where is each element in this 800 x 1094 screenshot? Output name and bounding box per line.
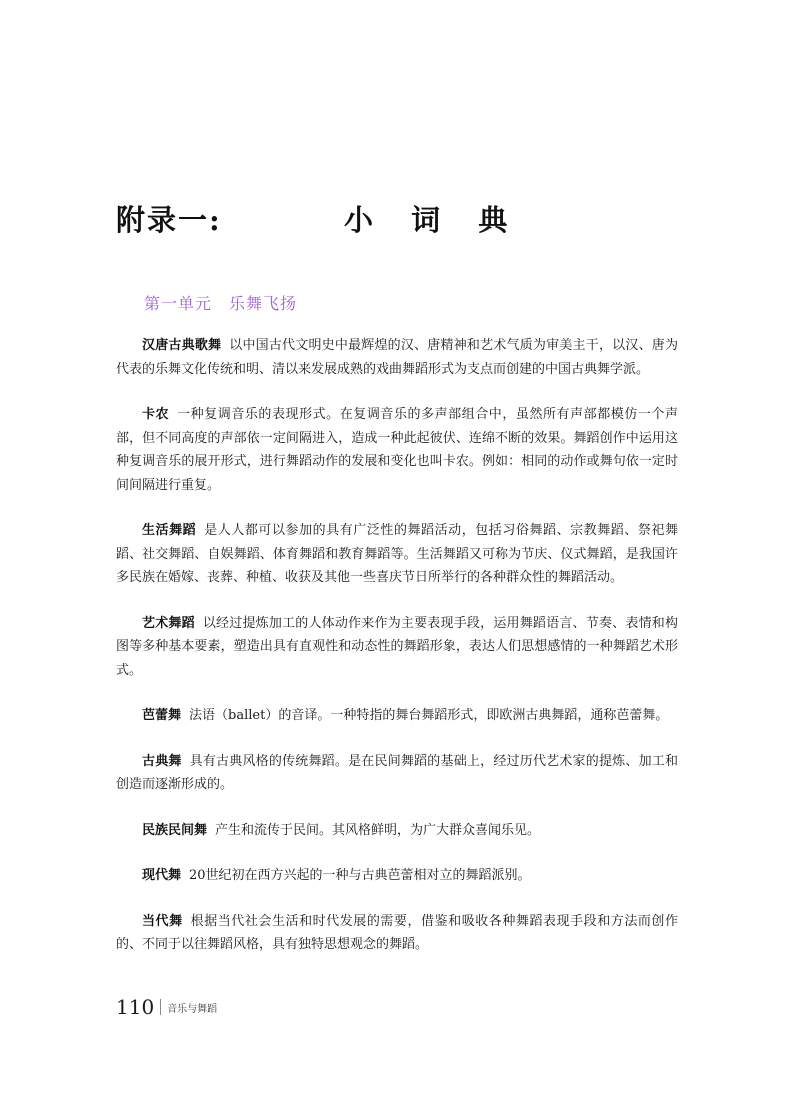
glossary-entry — [116, 864, 678, 888]
entry-term: 汉唐古典歌舞 — [142, 338, 222, 353]
entry-term: 古典舞 — [142, 753, 182, 769]
entry-definition: 根据当代社会生活和时代发展的需要，借鉴和吸收各种舞蹈表现手段和方法而创作的、不同于以往舞蹈风格，具有独特思想观念的舞蹈。 — [116, 913, 678, 952]
glossary-entry — [116, 910, 678, 957]
entry-definition: 以中国古代文明史中最辉煌的汉、唐精神和艺术气质为审美主干，以汉、唐为代表的乐舞文化传统和明、清以来发展成熟的戏曲舞蹈形式为支点而创建的中国古典舞学派。 — [116, 338, 678, 377]
glossary-entry — [116, 403, 678, 497]
glossary-entry — [116, 750, 678, 797]
glossary-entry — [116, 334, 678, 381]
unit-heading: 第一单元 乐舞飞扬 — [144, 294, 298, 313]
appendix-title: 小 词 典 — [344, 203, 522, 237]
entry-term: 艺术舞蹈 — [142, 615, 195, 631]
footer-divider — [160, 999, 161, 1015]
entry-definition: 20世纪初在西方兴起的一种与古典芭蕾相对立的舞蹈派别。 — [189, 868, 531, 883]
entry-term: 卡农 — [142, 407, 170, 422]
page-footer — [116, 993, 217, 1021]
glossary-entry — [116, 819, 678, 843]
entry-definition: 法语（ballet）的音译。一种特指的舞台舞蹈形式，即欧洲古典舞蹈，通称芭蕾舞。 — [189, 708, 669, 723]
book-title: 音乐与舞蹈 — [167, 1003, 218, 1015]
glossary-entry — [116, 519, 678, 590]
entry-term: 现代舞 — [142, 868, 182, 883]
entry-definition: 具有古典风格的传统舞蹈。是在民间舞蹈的基础上，经过历代艺术家的提炼、加工和创造而逐渐形成的。 — [116, 753, 678, 792]
glossary-entries — [116, 334, 678, 979]
entry-definition: 以经过提炼加工的人体动作来作为主要表现手段，运用舞蹈语言、节奏、表情和构图等多种基本要素，塑造出具有直观性和动态性的舞蹈形象，表达人们思想感情的一种舞蹈艺术形式。 — [116, 615, 678, 678]
appendix-label: 附录一: — [116, 203, 222, 237]
entry-term: 生活舞蹈 — [142, 523, 197, 538]
entry-term: 芭蕾舞 — [142, 708, 182, 723]
entry-definition: 产生和流传于民间。其风格鲜明，为广大群众喜闻乐见。 — [215, 822, 541, 838]
entry-definition: 一种复调音乐的表现形式。在复调音乐的多声部组合中，虽然所有声部都模仿一个声部，但不同高度的声部依一定间隔进入，造成一种此起彼伏、连绵不断的效果。舞蹈创作中运用这种复调音乐的展开形式，进行舞蹈动作的发展和变化也叫卡农。例如：相同的动作或舞句依一定时间间隔进行重复。 — [116, 407, 678, 493]
glossary-entry — [116, 612, 678, 683]
entry-definition: 是人人都可以参加的具有广泛性的舞蹈活动，包括习俗舞蹈、宗教舞蹈、祭祀舞蹈、社交舞蹈、自娱舞蹈、体育舞蹈和教育舞蹈等。生活舞蹈又可称为节庆、仪式舞蹈，是我国许多民族在婚嫁、丧葬、种植、收获及其他一些喜庆节日所举行的各种群众性的舞蹈活动。 — [116, 523, 678, 585]
page-title — [116, 198, 696, 244]
entry-term: 民族民间舞 — [142, 822, 208, 838]
page-number: 110 — [116, 995, 155, 1019]
glossary-entry — [116, 704, 678, 728]
entry-term: 当代舞 — [142, 913, 183, 929]
